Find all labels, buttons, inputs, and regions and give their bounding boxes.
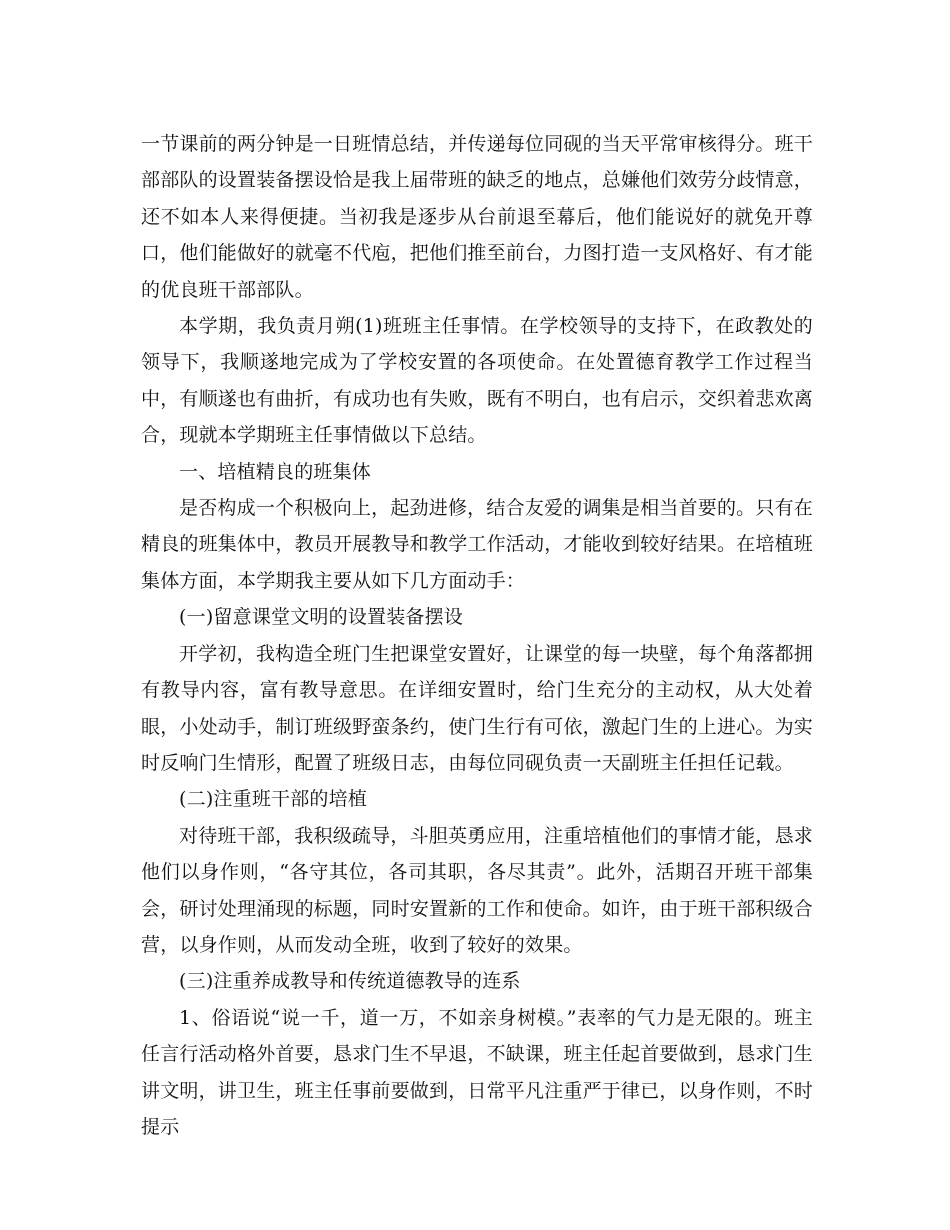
section-heading-1: 一、培植精良的班集体 <box>179 460 372 483</box>
subsection-heading-2: (二)注重班干部的培植 <box>179 788 368 811</box>
paragraph-class-collective: 是否构成一个积极向上，起劲进修，结合友爱的调集是相当首要的。只有在精良的班集体中，教员开展教导和教学工作活动，才能收到较好结果。在培植班集体方面，本学期我主要从如下几方面动手： <box>141 497 814 592</box>
paragraph-class-cadres: 对待班干部，我积级疏导，斗胆英勇应用，注重培植他们的事情才能，恳求他们以身作则，“各守其位，各司其职，各尽其责”。此外，活期召开班干部集会，研讨处理涌现的标题，同时安置新的工作和使命。如许，由于班干部积级合营，以身作则，从而发动全班，收到了较好的效果。 <box>141 824 814 956</box>
paragraph-intro: 本学期，我负责月朔(1)班班主任事情。在学校领导的支持下，在政教处的领导下，我顺遂地完成为了学校安置的各项使命。在处置德育教学工作过程当中，有顺遂也有曲折，有成功也有失败，既有不明白，也有启示，交织着悲欢离合，现就本学期班主任事情做以下总结。 <box>141 315 814 447</box>
paragraph-continuation: 一节课前的两分钟是一日班情总结，并传递每位同砚的当天平常审核得分。班干部部队的设置装备摆设恰是我上届带班的缺乏的地点，总嫌他们效劳分歧情意，还不如本人来得便捷。当初我是逐步从台前退至幕后，他们能说好的就免开尊口，他们能做好的就毫不代庖，把他们推至前台，力图打造一支风格好、有才能的优良班干部部队。 <box>141 133 814 301</box>
document-body <box>141 126 813 1145</box>
subsection-heading-3: (三)注重养成教导和传统道德教导的连系 <box>179 970 521 993</box>
subsection-heading-1: (一)留意课堂文明的设置装备摆设 <box>179 606 464 629</box>
paragraph-classroom-culture: 开学初，我构造全班门生把课堂安置好，让课堂的每一块壁，每个角落都拥有教导内容，富有教导意思。在详细安置时，给门生充分的主动权，从大处着眼，小处动手，制订班级野蛮条约，使门生行有可依，激起门生的上进心。为实时反响门生情形，配置了班级日志，由每位同砚负责一天副班主任担任记载。 <box>141 642 814 774</box>
paragraph-role-model: 1、俗语说“说一千，道一万，不如亲身树模。”表率的气力是无限的。班主任言行活动格外首要，恳求门生不早退，不缺课，班主任起首要做到，恳求门生讲文明，讲卫生，班主任事前要做到，日常平凡注重严于律已，以身作则，不时提示 <box>141 1006 814 1138</box>
